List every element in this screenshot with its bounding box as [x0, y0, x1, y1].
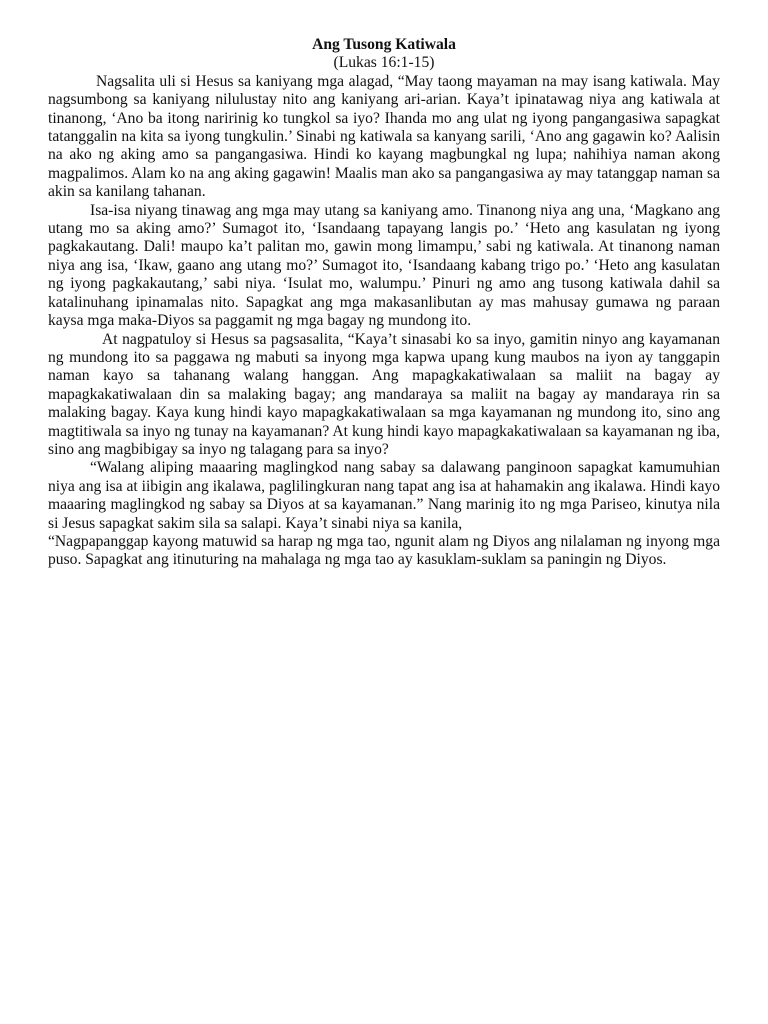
- paragraph-5: “Nagpapanggap kayong matuwid sa harap ng mga tao, ngunit alam ng Diyos ang nilalaman ng inyong mga puso. Sapagkat ang itinuturing na mahalaga ng mga tao ay kasuklam-suklam sa paningin ng Diyos.: [48, 532, 720, 569]
- paragraph-4: “Walang aliping maaaring maglingkod nang sabay sa dalawang panginoon sapagkat kamumuhian niya ang isa at iibigin ang ikalawa, paglilingkuran nang tapat ang isa at hahamakin ang ikalawa. Hindi kayo maaaring maglingkod ng sabay sa Diyos at sa kayamanan.” Nang marinig ito ng mga Pariseo, kinutya nila si Jesus sapagkat sakim sila sa salapi. Kaya’t sinabi niya sa kanila,: [48, 459, 720, 532]
- paragraph-3: At nagpatuloy si Hesus sa pagsasalita, “Kaya’t sinasabi ko sa inyo, gamitin ninyo ang kayamanan ng mundong ito sa paggawa ng mabuti sa inyong mga kapwa upang kung maubos na iyon ay tanggapin naman kayo sa tahanang walang hanggan. Ang mapagkakatiwalaan sa maliit na bagay ay mapagkakatiwalaan din sa malaking bagay; ang mandaraya sa maliit na bagay ay mandaraya rin sa malaking bagay. Kaya kung hindi kayo mapagkakatiwalaan sa mga kayamanan ng mundong ito, sino ang magtitiwala sa inyo ng tunay na kayamanan? At kung hindi kayo mapagkakatiwalaan sa kayamanan ng iba, sino ang magbibigay sa inyo ng talagang para sa inyo?: [48, 330, 720, 458]
- document-title: Ang Tusong Katiwala: [312, 36, 456, 53]
- scripture-reference: (Lukas 16:1-15): [333, 54, 435, 72]
- paragraph-1: Nagsalita uli si Hesus sa kaniyang mga alagad, “May taong mayaman na may isang katiwala. May nagsumbong sa kaniyang nilulustay nito ang kaniyang ari-arian. Kaya’t ipinatawag niya ang katiwala at tinanong, ‘Ano ba itong naririnig ko tungkol sa iyo? Ihanda mo ang ulat ng iyong pangangasiwa sapagkat tatanggalin na kita sa iyong tungkulin.’ Sinabi ng katiwala sa kanyang sarili, ‘Ano ang gagawin ko? Aalisin na ako ng aking amo sa pangangasiwa. Hindi ko kayang magbungkal ng lupa; nahihiya naman akong magpalimos. Alam ko na ang aking gagawin! Maalis man ako sa pangangasiwa ay may tatanggap naman sa akin sa kanilang tahanan.: [48, 72, 720, 201]
- document-page: [48, 36, 720, 570]
- paragraph-2: Isa-isa niyang tinawag ang mga may utang sa kaniyang amo. Tinanong niya ang una, ‘Magkano ang utang mo sa aking amo?’ Sumagot ito, ‘Isandaang tapayang langis po.’ ‘Heto ang kasulatan ng iyong pagkakautang. Dali! maupo ka’t palitan mo, gawin mong limampu,’ sabi ng katiwala. At tinanong naman niya ang isa, ‘Ikaw, gaano ang utang mo?’ Sumagot ito, ‘Isandaang kabang trigo po.’ ‘Heto ang kasulatan ng iyong pagkakautang,’ sabi niya. ‘Isulat mo, walumpu.’ Pinuri ng amo ang tusong katiwala dahil sa katalinuhang ipinamalas nito. Sapagkat ang mga makasanlibutan ay mas mahusay gumawa ng paraan kaysa mga maka-Diyos sa paggamit ng mga bagay ng mundong ito.: [48, 201, 720, 330]
